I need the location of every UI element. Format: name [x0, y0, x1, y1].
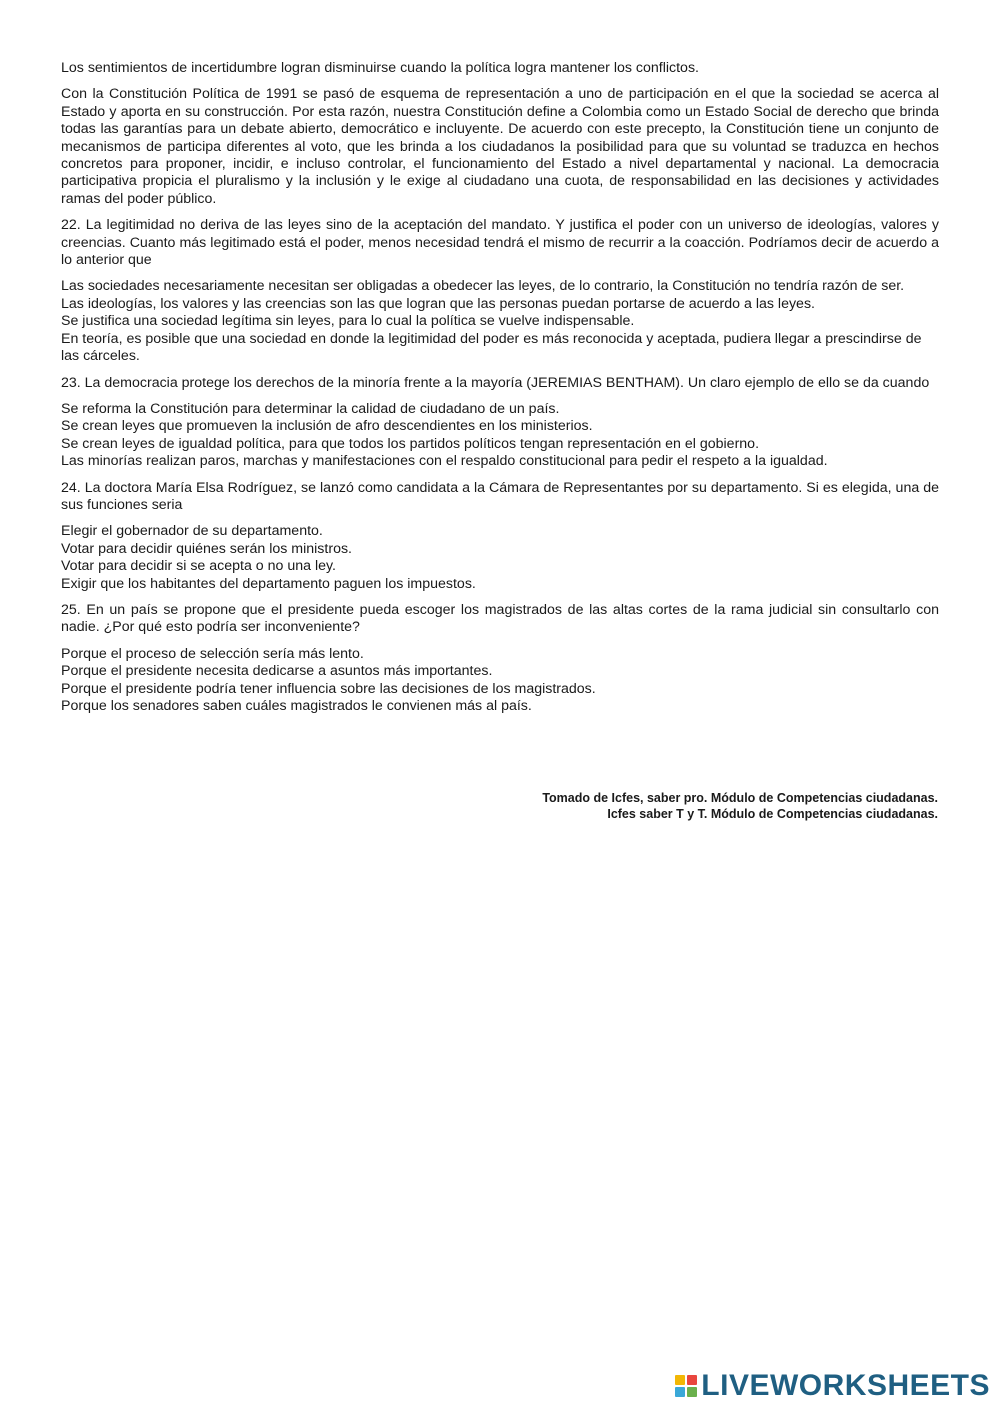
question-23-options	[61, 401, 939, 471]
logo-mark-icon	[675, 1375, 697, 1397]
option-b[interactable]: Las ideologías, los valores y las creencias son las que logran que las personas puedan portarse de acuerdo a las leyes.	[61, 295, 815, 312]
intro-paragraph: Con la Constitución Política de 1991 se pasó de esquema de representación a uno de participación en el que la sociedad se acerca al Estado y aporta en su construcción. Por esta razón, nuestra Constitución define a Colombia como un Estado Social de derecho que brinda todas las garantías para un debate abierto, democrático e incluyente. De acuerdo con este precepto, la Constitución tiene un conjunto de mecanismos de participa diferentes al voto, que les brinda a los ciudadanos la posibilidad para que su voluntad se traduzca en hechos concretos para proponer, incidir, e incluso controlar, el funcionamiento del Estado a nivel departamental y nacional. La democracia participativa propicia el pluralismo y la inclusión y le exige al ciudadano una cuota, de responsabilidad en las decisiones y actividades ramas del poder público.	[61, 86, 939, 207]
option-d[interactable]: Las minorías realizan paros, marchas y manifestaciones con el respaldo constitucional para pedir el respeto a la igualdad.	[61, 453, 828, 470]
question-22: 22. La legitimidad no deriva de las leyes sino de la aceptación del mandato. Y justifica el poder con un universo de ideologías, valores y creencias. Cuanto más legitimado está el poder, menos necesidad tendrá el mismo de recurrir a la coacción. Podríamos decir de acuerdo a lo anterior que	[61, 217, 939, 269]
option-a[interactable]: Porque el proceso de selección sería más lento.	[61, 645, 364, 662]
question-24: 24. La doctora María Elsa Rodríguez, se lanzó como candidata a la Cámara de Representantes por su departamento. Si es elegida, una de sus funciones seria	[61, 479, 939, 513]
credit-line-2: Icfes saber T y T. Módulo de Competencias ciudadanas.	[607, 807, 938, 821]
option-d[interactable]: Exigir que los habitantes del departamento paguen los impuestos.	[61, 575, 476, 592]
option-d[interactable]: Porque los senadores saben cuáles magistrados le convienen más al país.	[61, 698, 532, 714]
intro-line: Los sentimientos de incertidumbre logran disminuirse cuando la política logra mantener los conflictos.	[61, 60, 699, 76]
question-25: 25. En un país se propone que el presidente pueda escoger los magistrados de las altas cortes de la rama judicial sin consultarlo con nadie. ¿Por qué esto podría ser inconveniente?	[61, 601, 939, 636]
option-a[interactable]: Las sociedades necesariamente necesitan ser obligadas a obedecer las leyes, de lo contrario, la Constitución no tendría razón de ser.	[61, 278, 905, 295]
question-25-options	[61, 646, 939, 716]
question-23: 23. La democracia protege los derechos de la minoría frente a la mayoría (JEREMIAS BENTHAM). Un claro ejemplo de ello se da cuando	[61, 374, 930, 391]
option-b[interactable]: Se crean leyes que promueven la inclusión de afro descendientes en los ministerios.	[61, 418, 593, 435]
liveworksheets-logo	[675, 1369, 990, 1403]
option-a[interactable]: Se reforma la Constitución para determinar la calidad de ciudadano de un país.	[61, 400, 560, 417]
option-c[interactable]: Se justifica una sociedad legítima sin leyes, para lo cual la política se vuelve indispensable.	[61, 313, 635, 330]
logo-tile-icon	[675, 1387, 685, 1397]
option-c[interactable]: Votar para decidir si se acepta o no una ley.	[61, 558, 336, 575]
option-b[interactable]: Votar para decidir quiénes serán los ministros.	[61, 540, 352, 557]
logo-text: LIVEWORKSHEETS	[701, 1369, 990, 1402]
option-c[interactable]: Se crean leyes de igualdad política, para que todos los partidos políticos tengan representación en el gobierno.	[61, 435, 760, 452]
credit-line-1: Tomado de Icfes, saber pro. Módulo de Competencias ciudadanas.	[542, 791, 938, 805]
option-b[interactable]: Porque el presidente necesita dedicarse a asuntos más importantes.	[61, 663, 493, 680]
logo-tile-icon	[687, 1375, 697, 1385]
question-22-options	[61, 278, 939, 365]
source-credits	[542, 790, 938, 822]
logo-tile-icon	[675, 1375, 685, 1385]
option-a[interactable]: Elegir el gobernador de su departamento.	[61, 523, 323, 540]
option-d[interactable]: En teoría, es posible que una sociedad en donde la legitimidad del poder es más reconocida y aceptada, pudiera llegar a prescindirse de las cárceles.	[61, 330, 922, 365]
question-24-options	[61, 523, 939, 593]
logo-tile-icon	[687, 1387, 697, 1397]
document-body	[61, 60, 939, 724]
option-c[interactable]: Porque el presidente podría tener influencia sobre las decisiones de los magistrados.	[61, 680, 596, 697]
